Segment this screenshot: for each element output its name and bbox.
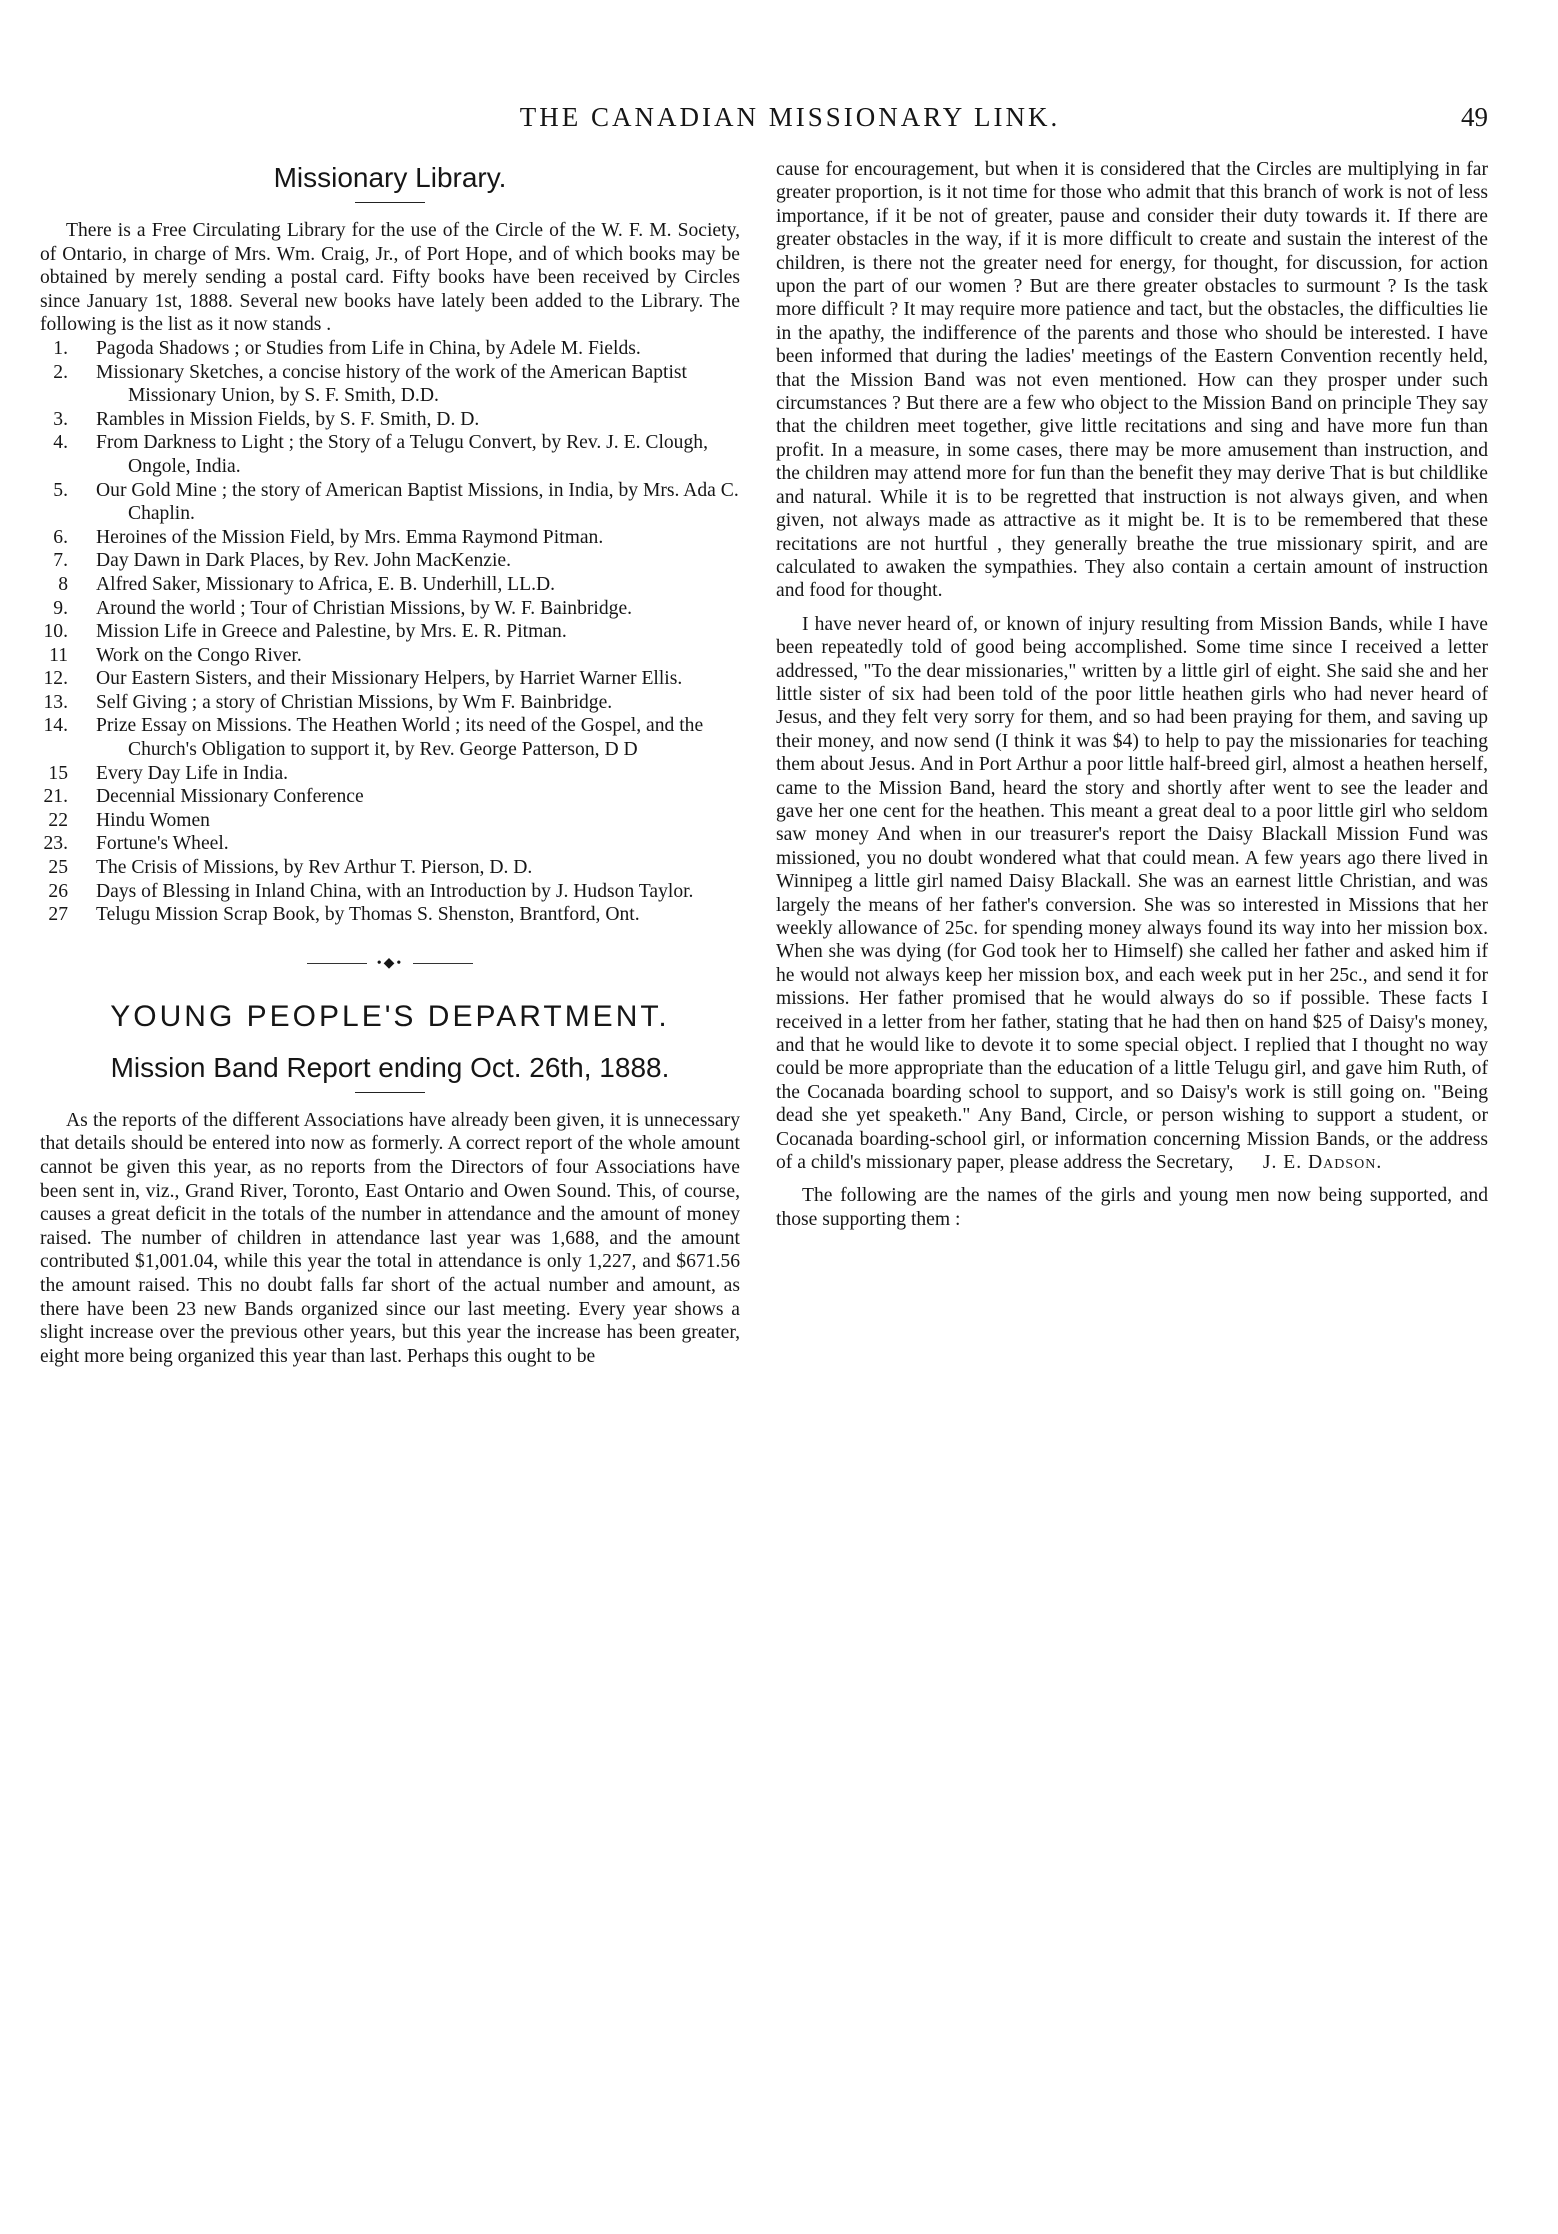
book-number: 23.: [43, 833, 68, 855]
book-item: [40, 549, 740, 573]
left-column: [40, 158, 740, 1368]
book-number: 2.: [53, 361, 68, 383]
signature: J. E. Dadson.: [1262, 1152, 1383, 1174]
book-number: 14.: [43, 715, 68, 737]
book-title: Fortune's Wheel.: [96, 833, 229, 855]
book-number: 22: [48, 809, 68, 831]
book-number: 8: [58, 573, 68, 595]
book-item: [40, 573, 740, 597]
book-item: [40, 644, 740, 668]
book-number: 4.: [53, 432, 68, 454]
book-item: [40, 667, 740, 691]
book-number: 26: [48, 880, 68, 902]
book-item: [40, 361, 740, 408]
book-item: [40, 832, 740, 856]
book-item: [40, 620, 740, 644]
book-title: Missionary Sketches, a concise history of the work of the American Baptist Missionary Union, by S. F. Smith, D.D.: [96, 361, 687, 407]
book-title: Self Giving ; a story of Christian Missions, by Wm F. Bainbridge.: [96, 691, 613, 713]
book-title: Prize Essay on Missions. The Heathen World ; its need of the Gospel, and the Church's Obligation to support it, by Rev. George Patterson, D D: [96, 715, 704, 761]
book-title: From Darkness to Light ; the Story of a Telugu Convert, by Rev. J. E. Clough, Ongole, India.: [96, 432, 708, 477]
book-title: Mission Life in Greece and Palestine, by Mrs. E. R. Pitman.: [96, 621, 567, 643]
book-number: 7.: [53, 550, 68, 572]
book-number: 12.: [43, 668, 68, 690]
book-title: Our Gold Mine ; the story of American Baptist Missions, in India, by Mrs. Ada C. Chaplin.: [96, 479, 739, 525]
ornament-glyph: •◆•: [376, 955, 404, 971]
book-item: [40, 597, 740, 621]
book-item: [40, 337, 740, 361]
report-title: Mission Band Report ending Oct. 26th, 1888.: [110, 1051, 670, 1083]
book-title: Decennial Missionary Conference: [96, 786, 364, 808]
book-item: [40, 856, 740, 880]
book-number: 15: [48, 762, 68, 784]
book-item: [40, 903, 740, 927]
title-rule: [355, 1092, 425, 1093]
report-paragraph: As the reports of the different Associations have already been given, it is unnecessary that details should be entered into now as formerly. A correct report of the whole amount cannot be given this year, as no reports from the Directors of four Associations have been sent in, viz., Grand River, Toronto, East Ontario and Owen Sound. This, of course, causes a great deficit in the totals of the number in attendance and the amount of money raised. The number of children in attendance last year was 1,688, and the amount contributed $1,001.04, while this year the total in attendance is only 1,227, and $671.56 the amount raised. This no doubt falls far short of the actual number and amount, as there have been 23 new Bands organized since our last meeting. Every year shows a slight increase over the previous other years, but this year the increase has been greater, eight more being organized this year than last. Perhaps this ought to be: [40, 1109, 740, 1367]
book-title: Work on the Congo River.: [96, 644, 302, 666]
book-item: [40, 691, 740, 715]
section-ornament: [40, 955, 740, 972]
running-title: THE CANADIAN MISSIONARY LINK.: [519, 102, 1061, 132]
right-paragraph-1: cause for encouragement, but when it is considered that the Circles are multiplying in far greater proportion, is it not time for those who admit that this branch of work is not of less importance, if it be not of greater, pause and consider their duty towards it. If there are greater obstacles in the way, if it is more difficult to create and sustain the interest of the children, is there not the greater need for energy, for thought, for discussion, for action upon the part of our women ? But are there greater obstacles to surmount ? Is the task more difficult ? It may require more patience and tact, but the obstacles, the difficulties lie in the apathy, the indifference of the parents and those who should be interested. I have been informed that during the ladies' meetings of the Eastern Convention recently held, that the Mission Band was not even mentioned. How can they prosper under such circumstances ? But there are a few who object to the Mission Band on principle They say that the children meet together, give little recitations and sing and have more fun than profit. In a measure, in some cases, there may be more amusement than instruction, and the children may attend more for fun than the benefit they may derive That is but childlike and natural. While it is to be regretted that instruction is not always given, and when given, not always made as attractive as it might be. It is to be remembered that these recitations are not hurtful , they generally breathe the true missionary spirit, and are calculated to awaken the sympathies. They also contain a certain amount of instruction and food for thought.: [776, 159, 1488, 602]
book-title: Our Eastern Sisters, and their Missionary Helpers, by Harriet Warner Ellis.: [96, 668, 683, 690]
book-item: [40, 809, 740, 833]
ornament-line: [307, 963, 367, 964]
right-paragraph-2-text: I have never heard of, or known of injury resulting from Mission Bands, while I have been repeatedly told of good being accomplished. Some time since I received a letter addressed, "To the dear missionaries," written by a little girl of eight. She said she and her little sister of six had been told of the poor little heathen girls who had never heard of Jesus, and they felt very sorry for them, and so had been praying for them, and saving up their money, and now send (I think it was $4) to help to pay the missionaries for teaching them about Jesus. And in Port Arthur a poor little half-breed girl, almost a heathen herself, came to the Mission Band, heard the story and shortly after went to see the leader and gave her one cent for the heathen. This meant a great deal to a poor little girl who seldom saw money And when in our treasurer's report the Daisy Blackall Mission Fund was missioned, you no doubt wondered what that could mean. A few years ago there lived in Winnipeg a little girl named Daisy Blackall. She was an earnest little Christian, and was largely the means of her father's conversion. She was so interested in Missions that her weekly allowance of 25c. for spending money always found its way into her mission box. When she was dying (for God took her to Himself) she called her father and asked him if he would not always keep her mission box, and each week put in her 25c., and send it for missions. Her father promised that he would always do so if possible. These facts I received in a letter from her father, stating that he had then on hand $25 of Daisy's money, and that he would like to devote it to some special object. I replied that I thought no way could be more appropriate than the education of a little Telugu girl, and gave him Ruth, of the Cocanada boarding school to support, and so Daisy's work is still going on. "Being dead she yet speaketh." Any Band, Circle, or person wishing to support a student, or Cocanada boarding-school girl, or information concerning Mission Bands, or the address of a child's missionary paper, please address the Secretary,: [776, 613, 1488, 1174]
library-intro: There is a Free Circulating Library for the use of the Circle of the W. F. M. Society, of Ontario, in charge of Mrs. Wm. Craig, Jr., of Port Hope, and of which books may be obtained by merely sending a postal card. Fifty books have been received by Circles since January 1st, 1888. Several new books have lately been added to the Library. The following is the list as it now stands .: [40, 220, 740, 336]
department-title: YOUNG PEOPLE'S DEPARTMENT.: [110, 999, 670, 1033]
book-title: Around the world ; Tour of Christian Missions, by W. F. Bainbridge.: [96, 597, 633, 619]
library-title: Missionary Library.: [273, 162, 507, 193]
book-number: 9.: [53, 597, 68, 619]
book-number: 1.: [53, 337, 68, 359]
book-title: Pagoda Shadows ; or Studies from Life in China, by Adele M. Fields.: [96, 337, 641, 359]
title-rule: [355, 202, 425, 203]
right-column: [776, 158, 1488, 1231]
book-item: [40, 762, 740, 786]
book-item: [40, 785, 740, 809]
book-item: [40, 880, 740, 904]
book-number: 27: [48, 904, 68, 926]
right-paragraph-2: [776, 613, 1488, 1175]
ornament-line: [413, 963, 473, 964]
book-list: [40, 337, 740, 927]
right-paragraph-3: The following are the names of the girls and young men now being supported, and those supporting them :: [776, 1185, 1488, 1230]
book-number: 5.: [53, 479, 68, 501]
book-title: Hindu Women: [96, 809, 210, 831]
book-title: Heroines of the Mission Field, by Mrs. Emma Raymond Pitman.: [96, 526, 604, 548]
book-number: 11: [49, 644, 68, 666]
book-number: 21.: [43, 786, 68, 808]
book-title: Alfred Saker, Missionary to Africa, E. B. Underhill, LL.D.: [96, 573, 556, 595]
book-title: Every Day Life in India.: [96, 762, 289, 784]
book-number: 13.: [43, 691, 68, 713]
book-number: 25: [48, 857, 68, 879]
book-title: Telugu Mission Scrap Book, by Thomas S. Shenston, Brantford, Ont.: [96, 904, 640, 926]
book-item: [40, 479, 740, 526]
book-number: 3.: [53, 408, 68, 430]
book-item: [40, 431, 740, 478]
book-item: [40, 714, 740, 761]
book-title: The Crisis of Missions, by Rev Arthur T. Pierson, D. D.: [96, 857, 533, 879]
page-number: 49: [1461, 102, 1488, 132]
book-number: 10.: [43, 621, 68, 643]
book-title: Rambles in Mission Fields, by S. F. Smith, D. D.: [96, 408, 480, 430]
book-title: Day Dawn in Dark Places, by Rev. John MacKenzie.: [96, 550, 511, 572]
book-title: Days of Blessing in Inland China, with an Introduction by J. Hudson Taylor.: [96, 880, 694, 902]
book-item: [40, 408, 740, 432]
book-number: 6.: [53, 526, 68, 548]
book-item: [40, 526, 740, 550]
